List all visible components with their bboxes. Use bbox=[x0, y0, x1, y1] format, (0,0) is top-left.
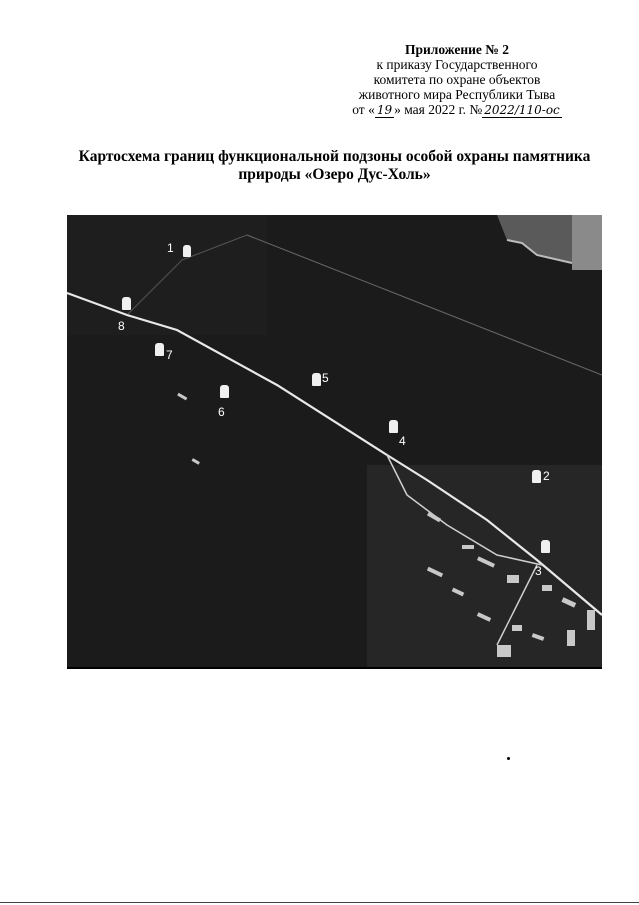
appendix-header bbox=[337, 42, 577, 118]
map-canvas bbox=[67, 215, 602, 667]
map-marker-label: 1 bbox=[167, 241, 174, 255]
pushpin-icon bbox=[541, 540, 550, 553]
map-marker-label: 4 bbox=[399, 434, 406, 448]
appendix-title: Приложение № 2 bbox=[405, 42, 509, 57]
appendix-line-3: животного мира Республики Тыва bbox=[358, 87, 556, 102]
satellite-map bbox=[67, 215, 602, 667]
pushpin-icon bbox=[389, 420, 398, 433]
map-marker-label: 2 bbox=[543, 469, 550, 483]
map-marker-label: 3 bbox=[535, 564, 542, 578]
pushpin-icon bbox=[122, 297, 131, 310]
map-marker-label: 7 bbox=[166, 348, 173, 362]
map-settlement-area bbox=[367, 465, 602, 667]
pushpin-icon bbox=[532, 470, 541, 483]
water-edge bbox=[572, 215, 602, 270]
appendix-line-1: к приказу Государственного bbox=[376, 57, 538, 72]
order-number: 2022/110-ос bbox=[484, 103, 560, 117]
document-title bbox=[70, 148, 599, 184]
document-title-line-1: Картосхема границ функциональной подзоны особой охраны памятника bbox=[78, 148, 591, 165]
date-mid: » мая 2022 г. № bbox=[394, 102, 483, 117]
appendix-line-2: комитета по охране объектов bbox=[373, 72, 541, 87]
pushpin-icon bbox=[155, 343, 164, 356]
map-marker-label: 6 bbox=[218, 405, 225, 419]
document-title-line-2: природы «Озеро Дус-Холь» bbox=[238, 166, 431, 183]
map-marker-label: 8 bbox=[118, 319, 125, 333]
map-bottom-rule bbox=[67, 667, 602, 669]
date-prefix: от « bbox=[352, 102, 375, 117]
pushpin-icon bbox=[220, 385, 229, 398]
page-bottom-edge bbox=[0, 902, 639, 903]
appendix-date-line bbox=[337, 102, 577, 118]
map-marker-label: 5 bbox=[322, 371, 329, 385]
scan-dot bbox=[507, 757, 510, 760]
pushpin-icon bbox=[183, 245, 191, 257]
date-day: 19 bbox=[376, 103, 393, 117]
pushpin-icon bbox=[312, 373, 321, 386]
